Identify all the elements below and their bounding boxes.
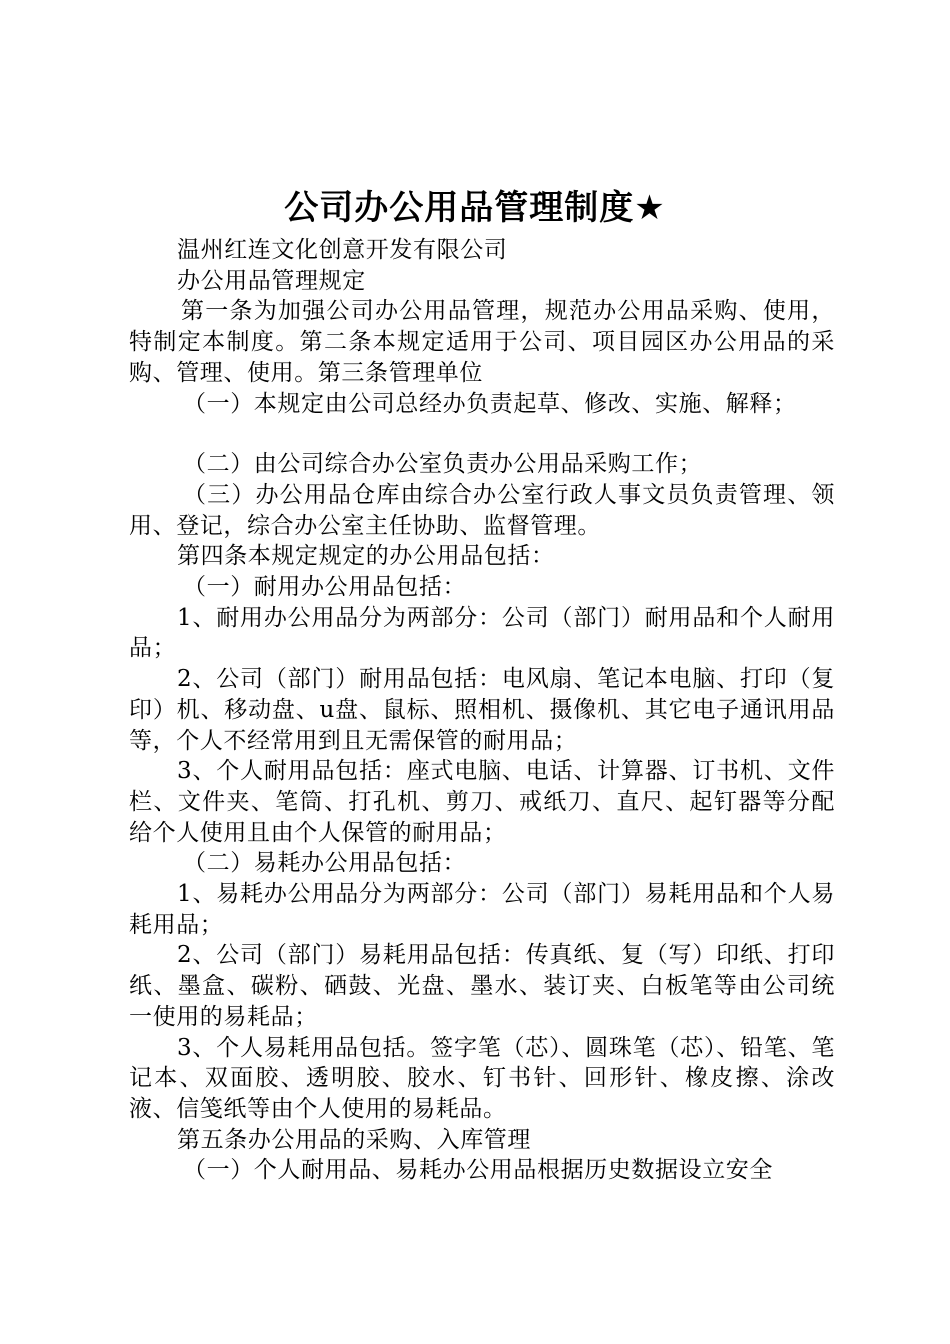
consumable-item-1: 1、易耗办公用品分为两部分：公司（部门）易耗用品和个人易耗用品； [129, 881, 835, 938]
durable-item-3: 3、个人耐用品包括：座式电脑、电话、计算器、订书机、文件栏、文件夹、笔筒、打孔机、剪刀、戒纸刀、直尺、起钉器等分配给个人使用且由个人保管的耐用品； [129, 758, 835, 846]
consumable-item-3: 3、个人易耗用品包括。签字笔（芯）、圆珠笔（芯）、铅笔、笔记本、双面胶、透明胶、胶水、钉书针、回形针、橡皮擦、涂改液、信笺纸等由个人使用的易耗品。 [129, 1034, 835, 1122]
article-1-paragraph: 第一条为加强公司办公用品管理，规范办公用品采购、使用，特制定本制度。第二条本规定适用于公司、项目园区办公用品的采购、管理、使用。第三条管理单位 [129, 298, 835, 386]
article-3-item-2: （二）由公司综合办公室负责办公用品采购工作； [183, 451, 703, 478]
article-5-heading: 第五条办公用品的采购、入库管理 [177, 1126, 531, 1153]
article-5-item-1: （一）个人耐用品、易耗办公用品根据历史数据设立安全 [183, 1157, 773, 1184]
durable-supplies-heading: （一）耐用办公用品包括： [183, 574, 467, 601]
regulation-heading: 办公用品管理规定 [177, 267, 366, 294]
document-title: 公司办公用品管理制度★ [284, 188, 666, 228]
article-3-item-1: （一）本规定由公司总经办负责起草、修改、实施、解释； [183, 390, 797, 417]
durable-item-2: 2、公司（部门）耐用品包括：电风扇、笔记本电脑、打印（复印）机、移动盘、u盘、鼠标、照相机、摄像机、其它电子通讯用品等，个人不经常用到且无需保管的耐用品； [129, 666, 835, 754]
durable-item-1: 1、耐用办公用品分为两部分：公司（部门）耐用品和个人耐用品； [129, 604, 835, 662]
blank-line [129, 419, 835, 449]
consumable-supplies-heading: （二）易耗办公用品包括： [183, 850, 467, 877]
document-body [129, 235, 835, 1186]
article-3-item-3: （三）办公用品仓库由综合办公室行政人事文员负责管理、领用、登记，综合办公室主任协助、监督管理。 [129, 481, 835, 539]
article-4-heading: 第四条本规定规定的办公用品包括： [177, 543, 555, 570]
consumable-item-2: 2、公司（部门）易耗用品包括：传真纸、复（写）印纸、打印纸、墨盒、碳粉、硒鼓、光盘、墨水、装订夹、白板笔等由公司统一使用的易耗品； [129, 942, 835, 1030]
company-name: 温州红连文化创意开发有限公司 [177, 237, 508, 263]
